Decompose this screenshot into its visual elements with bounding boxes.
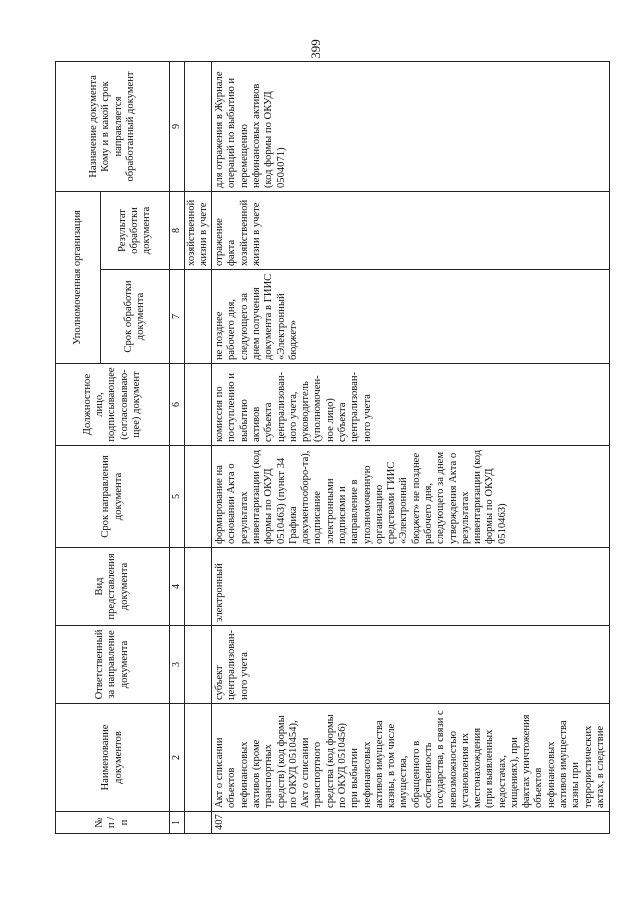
prev-cell-2 (184, 704, 212, 812)
row-number: 407 (212, 812, 610, 834)
prev-cell-4 (184, 548, 212, 626)
prev-cell-9 (184, 62, 212, 192)
document-purpose: для отражения в Журнале операций по выбытию и перемещению нефинансовых активов (код формы по ОКУД 0504071) (212, 62, 610, 192)
header-col-3: Ответственный за направление документа (56, 626, 170, 704)
colnum-9: 9 (170, 62, 185, 192)
prev-cell-8: хозяйственной жизни в учете (184, 192, 212, 270)
responsible-party: субъект централизован-ного учета (212, 626, 610, 704)
presentation-type: электронный (212, 548, 610, 626)
header-col-8: Результат обработки документа (101, 192, 170, 270)
colnum-1: 1 (170, 812, 185, 834)
header-col-1: № п / п (56, 812, 170, 834)
colnum-7: 7 (170, 270, 185, 364)
table-row (212, 62, 610, 834)
header-col-5: Срок направления документа (56, 446, 170, 548)
send-deadline: формирование на основании Акта о результатах инвентаризации (код формы по ОКУД 0510463) (пункт 34 Графика документооборо-та), подписание электронными подписями и направление в уполномоченную организацию средствами ГИИС «Электронный бюджет» не позднее рабочего дня, следующего за днем утверждения Акта о результатах инвентаризации (код формы по ОКУД 0510463) (212, 446, 610, 548)
colnum-6: 6 (170, 364, 185, 446)
colnum-3: 3 (170, 626, 185, 704)
prev-cell-6 (184, 364, 212, 446)
header-col-4: Вид представления документа (56, 548, 170, 626)
header-group-authorized-org: Уполномоченная организация (56, 192, 101, 364)
colnum-2: 2 (170, 704, 185, 812)
header-col-7: Срок обработки документа (101, 270, 170, 364)
rotated-table-wrapper (55, 62, 606, 834)
header-col-2: Наименование документов (56, 704, 170, 812)
page-number: 399 (307, 39, 323, 59)
colnum-8: 8 (170, 192, 185, 270)
header-col-6: Должностное лицо, подписывающее (согласовываю-щее) документ (56, 364, 170, 446)
colnum-5: 5 (170, 446, 185, 548)
prev-cell-1 (184, 812, 212, 834)
colnum-4: 4 (170, 548, 185, 626)
header-row (56, 62, 101, 834)
document-flow-table (55, 61, 610, 834)
prev-cell-3 (184, 626, 212, 704)
prev-cell-7 (184, 270, 212, 364)
continued-row (184, 62, 212, 834)
document-name: Акт о списании объектов нефинансовых активов (кроме транспортных средств) (код формы по ОКУД 0510454), Акт о списании транспортного средства (код формы по ОКУД 0510456) при выбытии нефинансовых активов имущества казны, в том числе имущества, обращенного в собственность государства, в связи с невозможностью установления их местонахождения (при выявленных недостачах, хищениях), при фактах уничтожения объектов нефинансовых активов имущества казны при террористических актах, в следствие (212, 704, 610, 812)
processing-result: отражение факта хозяйственной жизни в учете (212, 192, 610, 270)
processing-deadline: не позднее рабочего дня, следующего за днем получения документа в ГИИС «Электронный бюджет» (212, 270, 610, 364)
column-numbers-row (170, 62, 185, 834)
header-col-9: Назначение документа Кому и в какой срок направляется обработанный документ (56, 62, 170, 192)
signing-official: комиссия по поступлению и выбытию активов субъекта централизован-ного учета, руководитель (уполномочен-ное лицо) субъекта централизован-ного учета (212, 364, 610, 446)
prev-cell-5 (184, 446, 212, 548)
